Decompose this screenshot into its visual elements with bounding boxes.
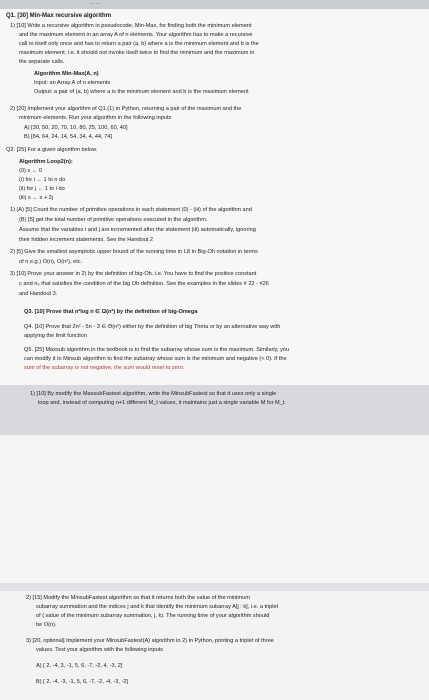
q5-2-line1: 2) [15] Modify the MinsubFastest algorithm so that it returns both the value of the minimum (26, 595, 250, 601)
top-fragment: ... ... (90, 0, 100, 6)
q4-line1: Q4. [10] Prove that 2n² - 5n - 3 ∈ Θ(n²) either by the definition of big Theta or by an alternative way with (24, 324, 281, 330)
q5-3-line1: 3) [20, optional] Implement your MinsubFastest(A) algorithm in 2) in Python, printing a triplet of three (26, 638, 274, 644)
q5-1-line2: loop and, instead of computing n+1 different M_t values, it maintains just a single variable M for M_t. (38, 400, 286, 406)
q1-p2-line1: 2) [20] Implement your algorithm of Q1.(1) in Python, returning a pair of the maximum and the (10, 106, 242, 112)
q1-algo-output: Output: a pair of (a, b) where a is the minimum element and b is the maximum element (34, 89, 249, 95)
q5-2-line4: be O(n). (36, 622, 57, 628)
q2-line-iii: (iii) s ← s + 2j (19, 195, 54, 201)
q2-p3-line2: c and n₀ that satisfies the condition of the big Oh definition. See the examples in the slides # 22 - #26 (19, 281, 269, 287)
q2-p2-line2: of n e.g.) O(n), O(n²), etc. (19, 259, 83, 265)
q1-input-a: A) [30, 50, 20, 70, 10, 80, 25, 100, 60, 40] (24, 125, 128, 131)
q1-algo-input: Input: an Array A of n elements (34, 80, 111, 86)
q5-input-b: B) [ 2, -4, -3, -1, 5, 6, -7, -2, -4, -3, -2] (36, 679, 129, 685)
q5-line1: Q5. [25] Maxsub algorithm in the textbook is to find the subarray whose sum is the maximum. Similarly, you (24, 347, 290, 353)
q1-title: Q1. [30] Min-Max recursive algorithm (6, 13, 112, 19)
q1-input-b: B) [84, 64, 24, 14, 54, 34, 4, 44, 74] (24, 134, 113, 140)
q5-line2: can modify it to Minsub algorithm to find the subarray whose sum is the minimum and negative (< 0). If the (24, 356, 287, 362)
sheet-blank (0, 435, 429, 583)
q1-p1-line5: the separate calls. (19, 59, 65, 65)
q2-line-i: (i) for i ← 1 to n do (19, 177, 66, 183)
q3-title: Q3. [10] Prove that n²log n ∈ Ω(n²) by the definition of big-Omega (24, 309, 198, 315)
q5-input-a: A) [ 2, -4, 3, -1, 5, 6, -7, -2, 4, -3, 2] (36, 663, 123, 669)
gap-shade-2 (0, 583, 429, 591)
q2-p2-line1: 2) [5] Give the smallest asymptotic upper bound of the running time in L8 in Big-Oh notation in terms (10, 249, 258, 255)
q2-p1-line1: 1) (A) [5] Count the number of primitive operations in each statement (0) - (iii) of the algorithm and (10, 207, 252, 213)
q2-p3-line3: and Handout 3. (19, 291, 58, 297)
q5-3-line2: values. Test your algorithm with the following inputs (36, 647, 164, 653)
q1-p2-line2: minimum elements. Run your algorithm in the following inputs (19, 115, 172, 121)
q5-2-line3: of ( value of the minimum subarray summation, j, k). The running time of your algorithm should (36, 613, 270, 619)
q5-2-line2: subarray summation and the indices j and k that identify the minimum subarray A[j : k], i.e. a triplet (36, 604, 279, 610)
q2-line-0: (0) s ← 0 (19, 168, 43, 174)
q4-line2: applying the limit function (24, 333, 87, 339)
q2-algo-name: Algorithm Loop2(n): (19, 159, 73, 165)
q5-1-line1: 1) [10] By modify the MaxsubFastest algorithm, write the MinsubFastest so that it uses only a single (30, 391, 277, 397)
top-shade (0, 0, 429, 9)
q1-algo-name: Algorithm Min-Max(A, n) (34, 71, 99, 77)
q2-p1-line3: Assume that the variables i and j are incremented after the statement (iii) automatically, ignoring (19, 227, 256, 233)
q2-p3-line1: 3) [10] Prove your answer in 2) by the definition of big-Oh. i.e. You have to find the positive constant (10, 271, 257, 277)
q2-p1-line4: their hidden increment statements. See the Handout 2 (19, 237, 154, 243)
q5-line3: sum of the subarray is not negative, the sum would reset to zero. (24, 365, 185, 371)
q1-p1-line4: maximum element; i.e. it should not invoke itself twice to find the minimum and the maximum in (19, 50, 255, 56)
q2-p1-line2: (B) [5] get the total number of primitive operations executed in the algorithm. (19, 217, 208, 223)
q2-line-ii: (ii) for j ← 1 to i do (19, 186, 65, 192)
q1-p1-line1: 1) [10] Write a recursive algorithm in pseudocode, Min-Max, for finding both the minimum element (10, 23, 252, 29)
q2-title: Q2. [25] For a given algorithm below. (6, 147, 98, 153)
q1-p1-line3: call to itself only once and has to return a pair (a, b) where a is the minimum element and b is the (19, 41, 259, 47)
q1-p1-line2: and the maximum element in an array A of n elements. Your algorithm has to make a recursive (19, 32, 253, 38)
